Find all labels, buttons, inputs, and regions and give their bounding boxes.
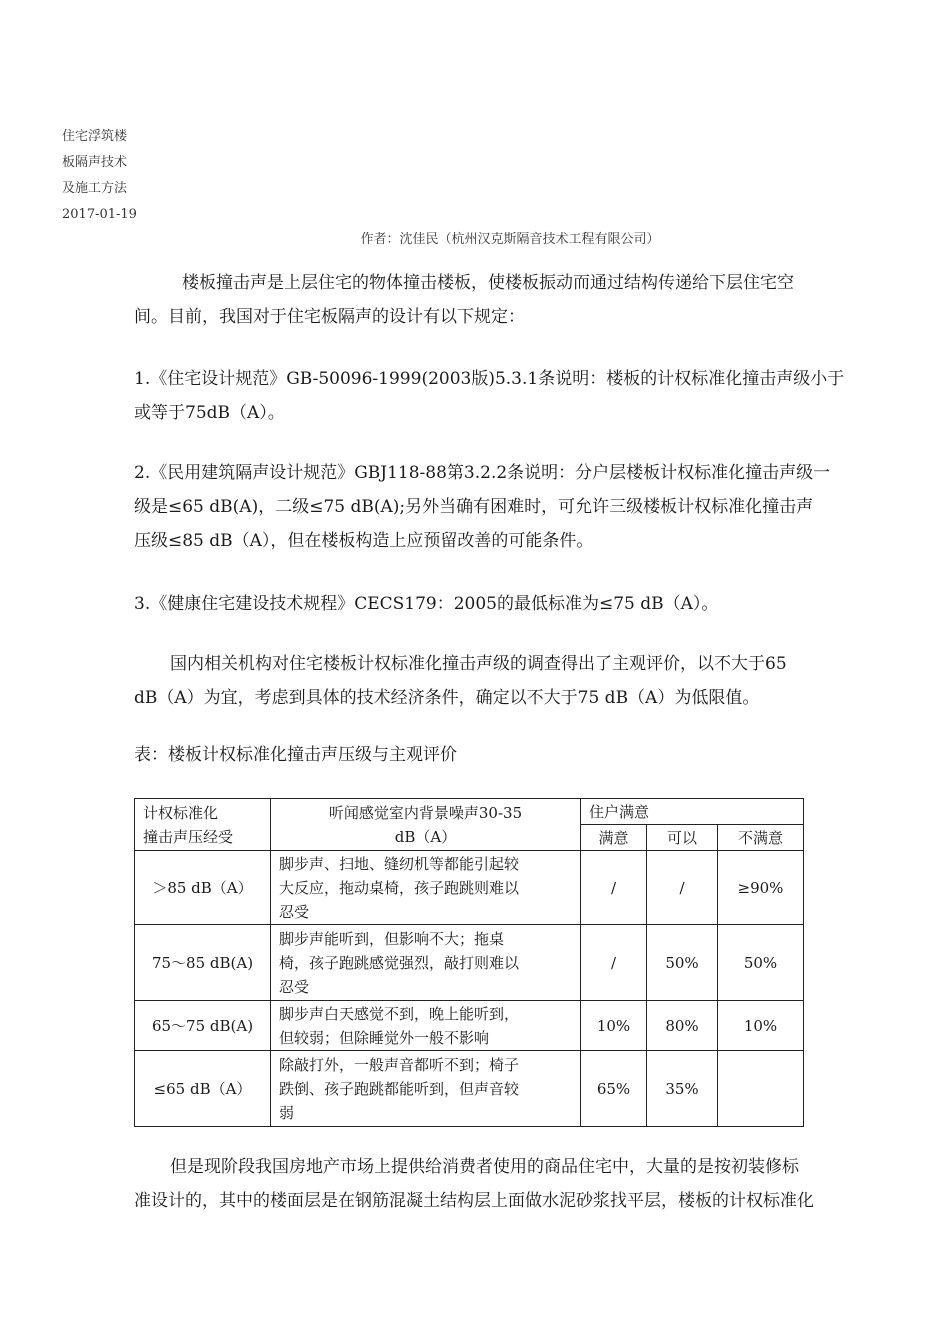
header-perception: 听闻感觉室内背景噪声30-35 dB（A） <box>271 799 581 851</box>
regulation-item-3 <box>134 587 894 621</box>
table-row <box>135 925 804 1001</box>
paragraph-line: dB（A）为宜，考虑到具体的技术经济条件，确定以不大于75 dB（A）为低限值。 <box>134 688 760 708</box>
subheader-satisfied: 满意 <box>581 825 647 851</box>
cell-unsatisfied: 10% <box>718 1001 804 1051</box>
paragraph-line: 或等于75dB（A）。 <box>134 403 285 423</box>
cell-description: 脚步声白天感觉不到，晚上能听到， 但较弱；但除睡觉外一般不影响 <box>271 1001 581 1051</box>
table-row <box>135 851 804 925</box>
cell-ok: 80% <box>647 1001 718 1051</box>
cell-ok: 50% <box>647 925 718 1001</box>
cell-unsatisfied: 50% <box>718 925 804 1001</box>
intro-paragraph <box>134 266 894 334</box>
article-title-line: 板隔声技术 <box>62 155 128 170</box>
survey-paragraph <box>134 647 894 715</box>
paragraph-line: 压级≤85 dB（A），但在楼板构造上应预留改善的可能条件。 <box>134 531 594 551</box>
cell-level: 65～75 dB(A) <box>135 1001 271 1051</box>
article-sidebar <box>62 124 137 228</box>
table-header-row <box>135 799 804 825</box>
cell-description: 脚步声能听到，但影响不大；拖桌 椅，孩子跑跳感觉强烈，敲打则难以 忍受 <box>271 925 581 1001</box>
cell-satisfied: / <box>581 851 647 925</box>
cell-ok: 35% <box>647 1051 718 1127</box>
evaluation-table <box>134 798 804 1127</box>
table-row <box>135 1001 804 1051</box>
cell-satisfied: 65% <box>581 1051 647 1127</box>
cell-level: ＞85 dB（A） <box>135 851 271 925</box>
regulation-item-1 <box>134 362 894 430</box>
cell-description: 脚步声、扫地、缝纫机等都能引起较 大反应，拖动桌椅，孩子跑跳则难以 忍受 <box>271 851 581 925</box>
cell-ok: / <box>647 851 718 925</box>
paragraph-line: 级是≤65 dB(A)，二级≤75 dB(A);另外当确有困难时，可允许三级楼板计权标准化撞击声 <box>134 497 814 517</box>
article-title-line: 及施工方法 <box>62 181 128 196</box>
paragraph-line: 但是现阶段我国房地产市场上提供给消费者使用的商品住宅中，大量的是按初装修标 <box>170 1157 799 1177</box>
cell-description: 除敲打外，一般声音都听不到；椅子 跌倒、孩子跑跳都能听到，但声音较 弱 <box>271 1051 581 1127</box>
cell-unsatisfied: ≥90% <box>718 851 804 925</box>
header-level: 计权标准化 撞击声压经受 <box>135 799 271 851</box>
cell-level: 75～85 dB(A) <box>135 925 271 1001</box>
cell-level: ≤65 dB（A） <box>135 1051 271 1127</box>
paragraph-line: 1.《住宅设计规范》GB-50096-1999(2003版)5.3.1条说明：楼板的计权标准化撞击声级小于 <box>134 369 845 389</box>
paragraph-line: 2.《民用建筑隔声设计规范》GBJ118-88第3.2.2条说明：分户层楼板计权标准化撞击声级一 <box>134 463 831 483</box>
cell-unsatisfied <box>718 1051 804 1127</box>
cell-satisfied: / <box>581 925 647 1001</box>
cell-satisfied: 10% <box>581 1001 647 1051</box>
paragraph-line: 准设计的，其中的楼面层是在钢筋混凝土结构层上面做水泥砂浆找平层，楼板的计权标准化 <box>134 1191 814 1211</box>
paragraph-line: 3.《健康住宅建设技术规程》CECS179：2005的最低标准为≤75 dB（A）。 <box>134 594 719 614</box>
paragraph-line: 国内相关机构对住宅楼板计权标准化撞击声级的调查得出了主观评价，以不大于65 <box>170 654 787 674</box>
table-row <box>135 1051 804 1127</box>
table-caption: 表：楼板计权标准化撞击声压级与主观评价 <box>134 745 457 765</box>
closing-paragraph <box>134 1150 894 1218</box>
subheader-unsatisfied: 不满意 <box>718 825 804 851</box>
paragraph-line: 间。目前，我国对于住宅板隔声的设计有以下规定： <box>134 307 525 327</box>
author-byline: 作者：沈佳民（杭州汉克斯隔音技术工程有限公司） <box>360 232 660 247</box>
regulation-item-2 <box>134 456 894 558</box>
article-title-line: 住宅浮筑楼 <box>62 129 128 144</box>
paragraph-line: 楼板撞击声是上层住宅的物体撞击楼板，使楼板振动而通过结构传递给下层住宅空 <box>182 273 794 293</box>
article-date: 2017-01-19 <box>62 207 137 222</box>
subheader-ok: 可以 <box>647 825 718 851</box>
header-satisfaction: 住户满意 <box>581 799 804 825</box>
